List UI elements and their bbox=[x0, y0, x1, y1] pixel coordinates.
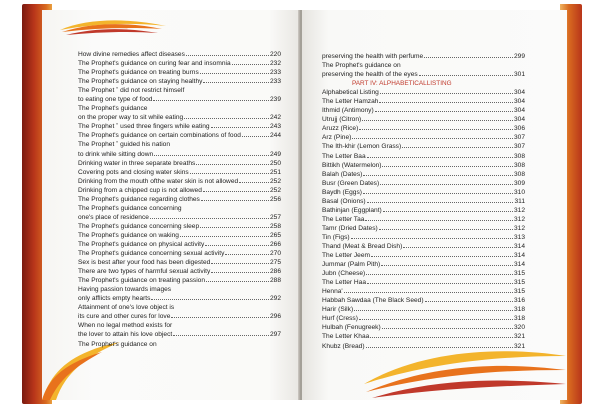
toc-entry bbox=[322, 233, 525, 242]
toc-entry bbox=[322, 197, 525, 206]
toc-entry bbox=[78, 177, 281, 186]
toc-page-number: 251 bbox=[269, 168, 281, 176]
toc-dot-leader bbox=[151, 299, 269, 300]
toc-entry bbox=[322, 251, 525, 260]
toc-dot-leader bbox=[359, 319, 513, 320]
toc-entry-title: Alphabetical Listing bbox=[322, 89, 379, 97]
toc-page-number: 232 bbox=[269, 60, 281, 68]
toc-entry-title: Hurf (Cress) bbox=[322, 315, 358, 323]
toc-page-number: 308 bbox=[513, 170, 525, 178]
toc-entry-title: Bittikh (Watermelon) bbox=[322, 161, 382, 169]
toc-entry bbox=[322, 269, 525, 278]
toc-entry-title: Khubz (Bread) bbox=[322, 342, 365, 350]
toc-dot-leader bbox=[186, 55, 269, 56]
toc-page-number: 239 bbox=[269, 96, 281, 104]
toc-dot-leader bbox=[203, 82, 269, 83]
toc-page-number: 244 bbox=[269, 132, 281, 140]
toc-page-number: 318 bbox=[513, 306, 525, 314]
toc-dot-leader bbox=[382, 166, 513, 167]
bottom-left-swoosh-decoration bbox=[42, 340, 122, 400]
toc-page-number: 297 bbox=[269, 331, 281, 339]
toc-page-number: 258 bbox=[269, 222, 281, 230]
toc-page-number: 321 bbox=[513, 342, 525, 350]
toc-entry bbox=[78, 59, 281, 68]
toc-entry bbox=[78, 104, 281, 113]
toc-entry-title: The Prophet's guidance on bbox=[322, 62, 401, 70]
toc-entry bbox=[78, 258, 281, 267]
toc-entry-title: preserving the health with perfume bbox=[322, 53, 424, 60]
toc-entry bbox=[78, 213, 281, 222]
toc-page-number: 250 bbox=[269, 159, 281, 167]
toc-page-number: 308 bbox=[513, 152, 525, 160]
toc-dot-leader bbox=[352, 138, 513, 139]
toc-dot-leader bbox=[363, 193, 513, 194]
toc-entry-title: Sex is best after your food has been digested bbox=[78, 259, 211, 267]
toc-entry bbox=[78, 50, 281, 59]
toc-page-number: 252 bbox=[269, 186, 281, 194]
toc-dot-leader bbox=[184, 118, 269, 119]
toc-entry bbox=[78, 222, 281, 231]
toc-entry bbox=[78, 122, 281, 131]
toc-entry-title: the lover to attain his love object bbox=[78, 331, 173, 339]
toc-entry bbox=[78, 68, 281, 77]
toc-entry bbox=[322, 242, 525, 251]
toc-entry-title: The Prophet's guidance bbox=[78, 105, 148, 113]
toc-dot-leader bbox=[153, 100, 269, 101]
toc-entry bbox=[322, 188, 525, 197]
toc-entry-title: The Prophet ˚ used three fingers while eating bbox=[78, 123, 210, 131]
toc-page-number: 306 bbox=[513, 125, 525, 133]
toc-dot-leader bbox=[201, 200, 269, 201]
toc-entry bbox=[78, 140, 281, 149]
toc-entry-title: The Letter Khaa bbox=[322, 333, 370, 341]
toc-page-number: 242 bbox=[269, 114, 281, 122]
toc-entry-title: When no legal method exists for bbox=[78, 322, 173, 330]
toc-page-number: 286 bbox=[269, 268, 281, 276]
toc-page-number: 308 bbox=[513, 161, 525, 169]
toc-entry-title: Balah (Dates) bbox=[322, 170, 363, 178]
toc-page-number: 314 bbox=[513, 242, 525, 250]
toc-entry bbox=[322, 278, 525, 287]
toc-dot-leader bbox=[379, 229, 513, 230]
toc-entry bbox=[322, 70, 525, 79]
toc-page-number: 252 bbox=[269, 177, 281, 185]
toc-dot-leader bbox=[359, 129, 513, 130]
toc-entry bbox=[78, 267, 281, 276]
toc-entry-title: Jummar (Palm Pith) bbox=[322, 261, 381, 269]
toc-page-number: 270 bbox=[269, 250, 281, 258]
toc-entry-title: How divine remedies affect diseases bbox=[78, 51, 185, 58]
toc-entry-title: Basal (Onions) bbox=[322, 197, 366, 205]
right-toc-list bbox=[322, 52, 525, 351]
toc-entry-title: The Prophet's guidance concerning sexual activity bbox=[78, 250, 225, 258]
toc-entry bbox=[78, 150, 281, 159]
toc-entry bbox=[322, 133, 525, 142]
toc-entry-title: The Prophet's guidance on bbox=[78, 340, 157, 348]
toc-entry-title: The Prophet's guidance on waking bbox=[78, 231, 179, 239]
toc-entry-title: There are two types of harmful sexual activity bbox=[78, 268, 211, 276]
toc-dot-leader bbox=[366, 347, 513, 348]
right-page bbox=[302, 10, 567, 400]
toc-page-number: 275 bbox=[269, 259, 281, 267]
toc-page-number: 233 bbox=[269, 69, 281, 77]
toc-entry-title: The Letter Jeem bbox=[322, 252, 371, 260]
toc-entry-title: on the proper way to sit while eating bbox=[78, 114, 184, 122]
toc-entry bbox=[322, 342, 525, 351]
toc-page-number: 313 bbox=[513, 233, 525, 241]
toc-entry-title: Henna' bbox=[322, 288, 343, 296]
toc-dot-leader bbox=[239, 182, 269, 183]
toc-page-number: 266 bbox=[269, 240, 281, 248]
toc-entry bbox=[322, 161, 525, 170]
toc-page-number: 314 bbox=[513, 252, 525, 260]
toc-dot-leader bbox=[173, 335, 269, 336]
toc-entry bbox=[78, 340, 281, 349]
left-toc-list bbox=[78, 50, 281, 349]
toc-entry-title: Baydh (Eggs) bbox=[322, 188, 362, 196]
toc-entry bbox=[78, 303, 281, 312]
toc-dot-leader bbox=[379, 102, 513, 103]
toc-entry bbox=[78, 168, 281, 177]
toc-page-number: 311 bbox=[514, 197, 525, 205]
toc-entry-title: The Prophet's guidance on certain combinations of food bbox=[78, 132, 241, 140]
toc-dot-leader bbox=[211, 263, 269, 264]
toc-entry-title: to drink while sitting down bbox=[78, 150, 154, 158]
toc-dot-leader bbox=[381, 265, 513, 266]
toc-entry bbox=[78, 113, 281, 122]
toc-page-number: 220 bbox=[269, 51, 281, 58]
toc-dot-leader bbox=[362, 120, 513, 121]
toc-entry bbox=[78, 312, 281, 321]
toc-page-number: 265 bbox=[269, 231, 281, 239]
toc-entry bbox=[78, 294, 281, 303]
toc-page-number: 315 bbox=[513, 288, 525, 296]
toc-page-number: 233 bbox=[269, 78, 281, 86]
toc-entry-title: Tamr (Dried Dates) bbox=[322, 224, 378, 232]
toc-entry bbox=[322, 224, 525, 233]
toc-dot-leader bbox=[425, 301, 513, 302]
toc-dot-leader bbox=[366, 274, 513, 275]
toc-page-number: 320 bbox=[513, 324, 525, 332]
open-book bbox=[22, 4, 582, 404]
toc-dot-leader bbox=[424, 57, 513, 58]
toc-page-number: 292 bbox=[269, 295, 281, 303]
toc-entry-title: The Prophet's guidance on physical activity bbox=[78, 240, 205, 248]
toc-page-number: 307 bbox=[513, 134, 525, 142]
toc-dot-leader bbox=[351, 238, 513, 239]
toc-dot-leader bbox=[190, 173, 269, 174]
toc-entry-title: The Letter Baa bbox=[322, 152, 366, 160]
toc-entry bbox=[322, 124, 525, 133]
toc-entry bbox=[78, 159, 281, 168]
toc-entry bbox=[78, 77, 281, 86]
toc-entry bbox=[78, 204, 281, 213]
toc-dot-leader bbox=[154, 155, 269, 156]
toc-entry-title: Drinking from the mouth ofthe water skin is not allowed bbox=[78, 177, 239, 185]
toc-entry-title: The Prophet's guidance regarding clothes bbox=[78, 195, 200, 203]
toc-entry bbox=[322, 215, 525, 224]
toc-dot-leader bbox=[180, 236, 269, 237]
toc-dot-leader bbox=[402, 147, 513, 148]
toc-dot-leader bbox=[380, 93, 513, 94]
toc-dot-leader bbox=[196, 164, 269, 165]
toc-entry-title: Hulbah (Fenugreek) bbox=[322, 324, 381, 332]
toc-dot-leader bbox=[367, 283, 513, 284]
toc-entry bbox=[322, 314, 525, 323]
toc-dot-leader bbox=[232, 64, 269, 65]
toc-dot-leader bbox=[382, 328, 513, 329]
toc-entry-title: Drinking water in three separate breaths bbox=[78, 159, 196, 167]
toc-entry bbox=[322, 296, 525, 305]
toc-entry-title: The Prophet's guidance concerning bbox=[78, 204, 182, 212]
toc-entry bbox=[322, 88, 525, 97]
toc-entry bbox=[322, 332, 525, 341]
toc-entry-title: its cure and other cures for love bbox=[78, 313, 171, 321]
toc-page-number: 309 bbox=[513, 179, 525, 187]
toc-entry-title: The Prophet ˚ did not restrict himself bbox=[78, 87, 185, 95]
toc-entry bbox=[78, 249, 281, 258]
toc-page-number: 310 bbox=[513, 188, 525, 196]
toc-dot-leader bbox=[203, 191, 269, 192]
toc-entry-title: Covering pots and closing water skins bbox=[78, 168, 189, 176]
toc-entry-title: Arz (Pine) bbox=[322, 134, 352, 142]
toc-entry-title: The Prophet's guidance concerning sleep bbox=[78, 222, 200, 230]
toc-page-number: 304 bbox=[513, 98, 525, 106]
toc-page-number: 304 bbox=[513, 116, 525, 124]
toc-dot-leader bbox=[200, 227, 269, 228]
toc-entry bbox=[322, 106, 525, 115]
left-page bbox=[42, 10, 300, 400]
toc-entry bbox=[78, 285, 281, 294]
toc-entry bbox=[322, 152, 525, 161]
toc-entry-title: The Prophet's guidance on staying healthy bbox=[78, 78, 203, 86]
toc-dot-leader bbox=[344, 292, 513, 293]
toc-entry-title: Jubn (Cheese) bbox=[322, 270, 366, 278]
toc-entry bbox=[322, 287, 525, 296]
toc-page-number: 312 bbox=[513, 224, 525, 232]
toc-entry-title: Ithmid (Antimony) bbox=[322, 107, 374, 115]
toc-page-number: 315 bbox=[513, 270, 525, 278]
toc-entry bbox=[78, 321, 281, 330]
toc-entry bbox=[78, 86, 281, 95]
toc-entry-title: The Letter Haa bbox=[322, 279, 366, 287]
toc-entry-title: The Letter Hamzah bbox=[322, 98, 379, 106]
toc-entry bbox=[322, 323, 525, 332]
toc-entry bbox=[322, 206, 525, 215]
toc-entry-title: The Letter Taa bbox=[322, 215, 365, 223]
toc-entry-title: Habbah Sawdaa (The Black Seed) bbox=[322, 297, 424, 305]
toc-entry bbox=[322, 115, 525, 124]
toc-dot-leader bbox=[365, 220, 513, 221]
toc-entry-title: The Prophet's guidance on treating burns bbox=[78, 69, 199, 77]
toc-entry bbox=[78, 240, 281, 249]
toc-entry bbox=[78, 276, 281, 285]
toc-entry-title: The Prophet's guidance on treating passion bbox=[78, 277, 205, 285]
toc-dot-leader bbox=[205, 245, 269, 246]
toc-entry-title: Tin (Figs) bbox=[322, 233, 350, 241]
top-swoosh-decoration bbox=[58, 16, 168, 38]
toc-entry bbox=[322, 170, 525, 179]
toc-dot-leader bbox=[206, 281, 269, 282]
toc-dot-leader bbox=[380, 184, 513, 185]
toc-dot-leader bbox=[225, 254, 269, 255]
toc-entry bbox=[322, 52, 525, 61]
toc-dot-leader bbox=[419, 75, 513, 76]
toc-page-number: 307 bbox=[513, 143, 525, 151]
toc-entry bbox=[78, 330, 281, 339]
toc-page-number: 304 bbox=[513, 107, 525, 115]
toc-entry bbox=[78, 131, 281, 140]
toc-entry-title: Bathinjan (Eggplant) bbox=[322, 206, 382, 214]
toc-dot-leader bbox=[375, 111, 513, 112]
toc-entry-title: preserving the health of the eyes bbox=[322, 71, 418, 79]
toc-page-number: 304 bbox=[513, 89, 525, 97]
toc-dot-leader bbox=[371, 256, 513, 257]
toc-entry-title: to eating one type of food bbox=[78, 96, 153, 104]
toc-entry-title: The Prophet ˚ guided his nation bbox=[78, 141, 171, 149]
toc-page-number: 316 bbox=[513, 297, 525, 305]
toc-entry-title: The Ith-khir (Lemon Grass) bbox=[322, 143, 402, 151]
toc-entry bbox=[78, 195, 281, 204]
toc-dot-leader bbox=[211, 127, 269, 128]
toc-entry bbox=[322, 305, 525, 314]
toc-entry-title: Thand (Meat & Bread Dish) bbox=[322, 242, 403, 250]
toc-entry-title: Having passion towards images bbox=[78, 286, 172, 294]
toc-section-heading bbox=[322, 79, 525, 88]
toc-page-number: 256 bbox=[269, 195, 281, 203]
toc-dot-leader bbox=[367, 202, 514, 203]
toc-entry-title: Harir (Silk) bbox=[322, 306, 354, 314]
toc-entry-title: one's place of residence bbox=[78, 213, 149, 221]
toc-entry-title: Utrujj (Citron) bbox=[322, 116, 362, 124]
toc-entry bbox=[322, 97, 525, 106]
toc-page-number: 314 bbox=[513, 261, 525, 269]
toc-entry bbox=[322, 179, 525, 188]
toc-dot-leader bbox=[150, 218, 269, 219]
toc-entry bbox=[78, 231, 281, 240]
toc-entry-title: PART IV: ALPHABETICALLISTING bbox=[352, 80, 452, 88]
toc-dot-leader bbox=[363, 175, 513, 176]
toc-dot-leader bbox=[171, 317, 269, 318]
toc-page-number: 315 bbox=[513, 279, 525, 287]
toc-entry bbox=[78, 95, 281, 104]
toc-dot-leader bbox=[200, 73, 269, 74]
toc-entry bbox=[322, 61, 525, 70]
toc-page-number: 296 bbox=[269, 313, 281, 321]
toc-entry-title: Busr (Green Dates) bbox=[322, 179, 380, 187]
toc-page-number: 243 bbox=[269, 123, 281, 131]
toc-entry-title: Aruzz (Rice) bbox=[322, 125, 359, 133]
toc-page-number: 301 bbox=[513, 71, 525, 79]
toc-dot-leader bbox=[242, 136, 269, 137]
toc-entry bbox=[78, 186, 281, 195]
toc-dot-leader bbox=[403, 247, 513, 248]
toc-dot-leader bbox=[383, 211, 513, 212]
toc-page-number: 321 bbox=[513, 333, 525, 341]
toc-entry bbox=[322, 142, 525, 151]
toc-entry-title: The Prophet's guidance on curing fear and insomnia bbox=[78, 60, 231, 68]
toc-page-number: 288 bbox=[269, 277, 281, 285]
toc-dot-leader bbox=[367, 157, 513, 158]
toc-entry-title: only afflicts empty hearts bbox=[78, 295, 151, 303]
toc-entry bbox=[322, 260, 525, 269]
toc-page-number: 318 bbox=[513, 315, 525, 323]
toc-page-number: 257 bbox=[269, 213, 281, 221]
toc-page-number: 299 bbox=[513, 53, 525, 60]
toc-entry-title: Drinking from a chipped cup is not allowed bbox=[78, 186, 202, 194]
toc-dot-leader bbox=[370, 337, 513, 338]
toc-page-number: 312 bbox=[513, 215, 525, 223]
toc-page-number: 249 bbox=[269, 150, 281, 158]
toc-dot-leader bbox=[354, 310, 513, 311]
toc-page-number: 312 bbox=[513, 206, 525, 214]
toc-dot-leader bbox=[211, 272, 269, 273]
toc-entry-title: Attainment of one's love object is bbox=[78, 304, 175, 312]
